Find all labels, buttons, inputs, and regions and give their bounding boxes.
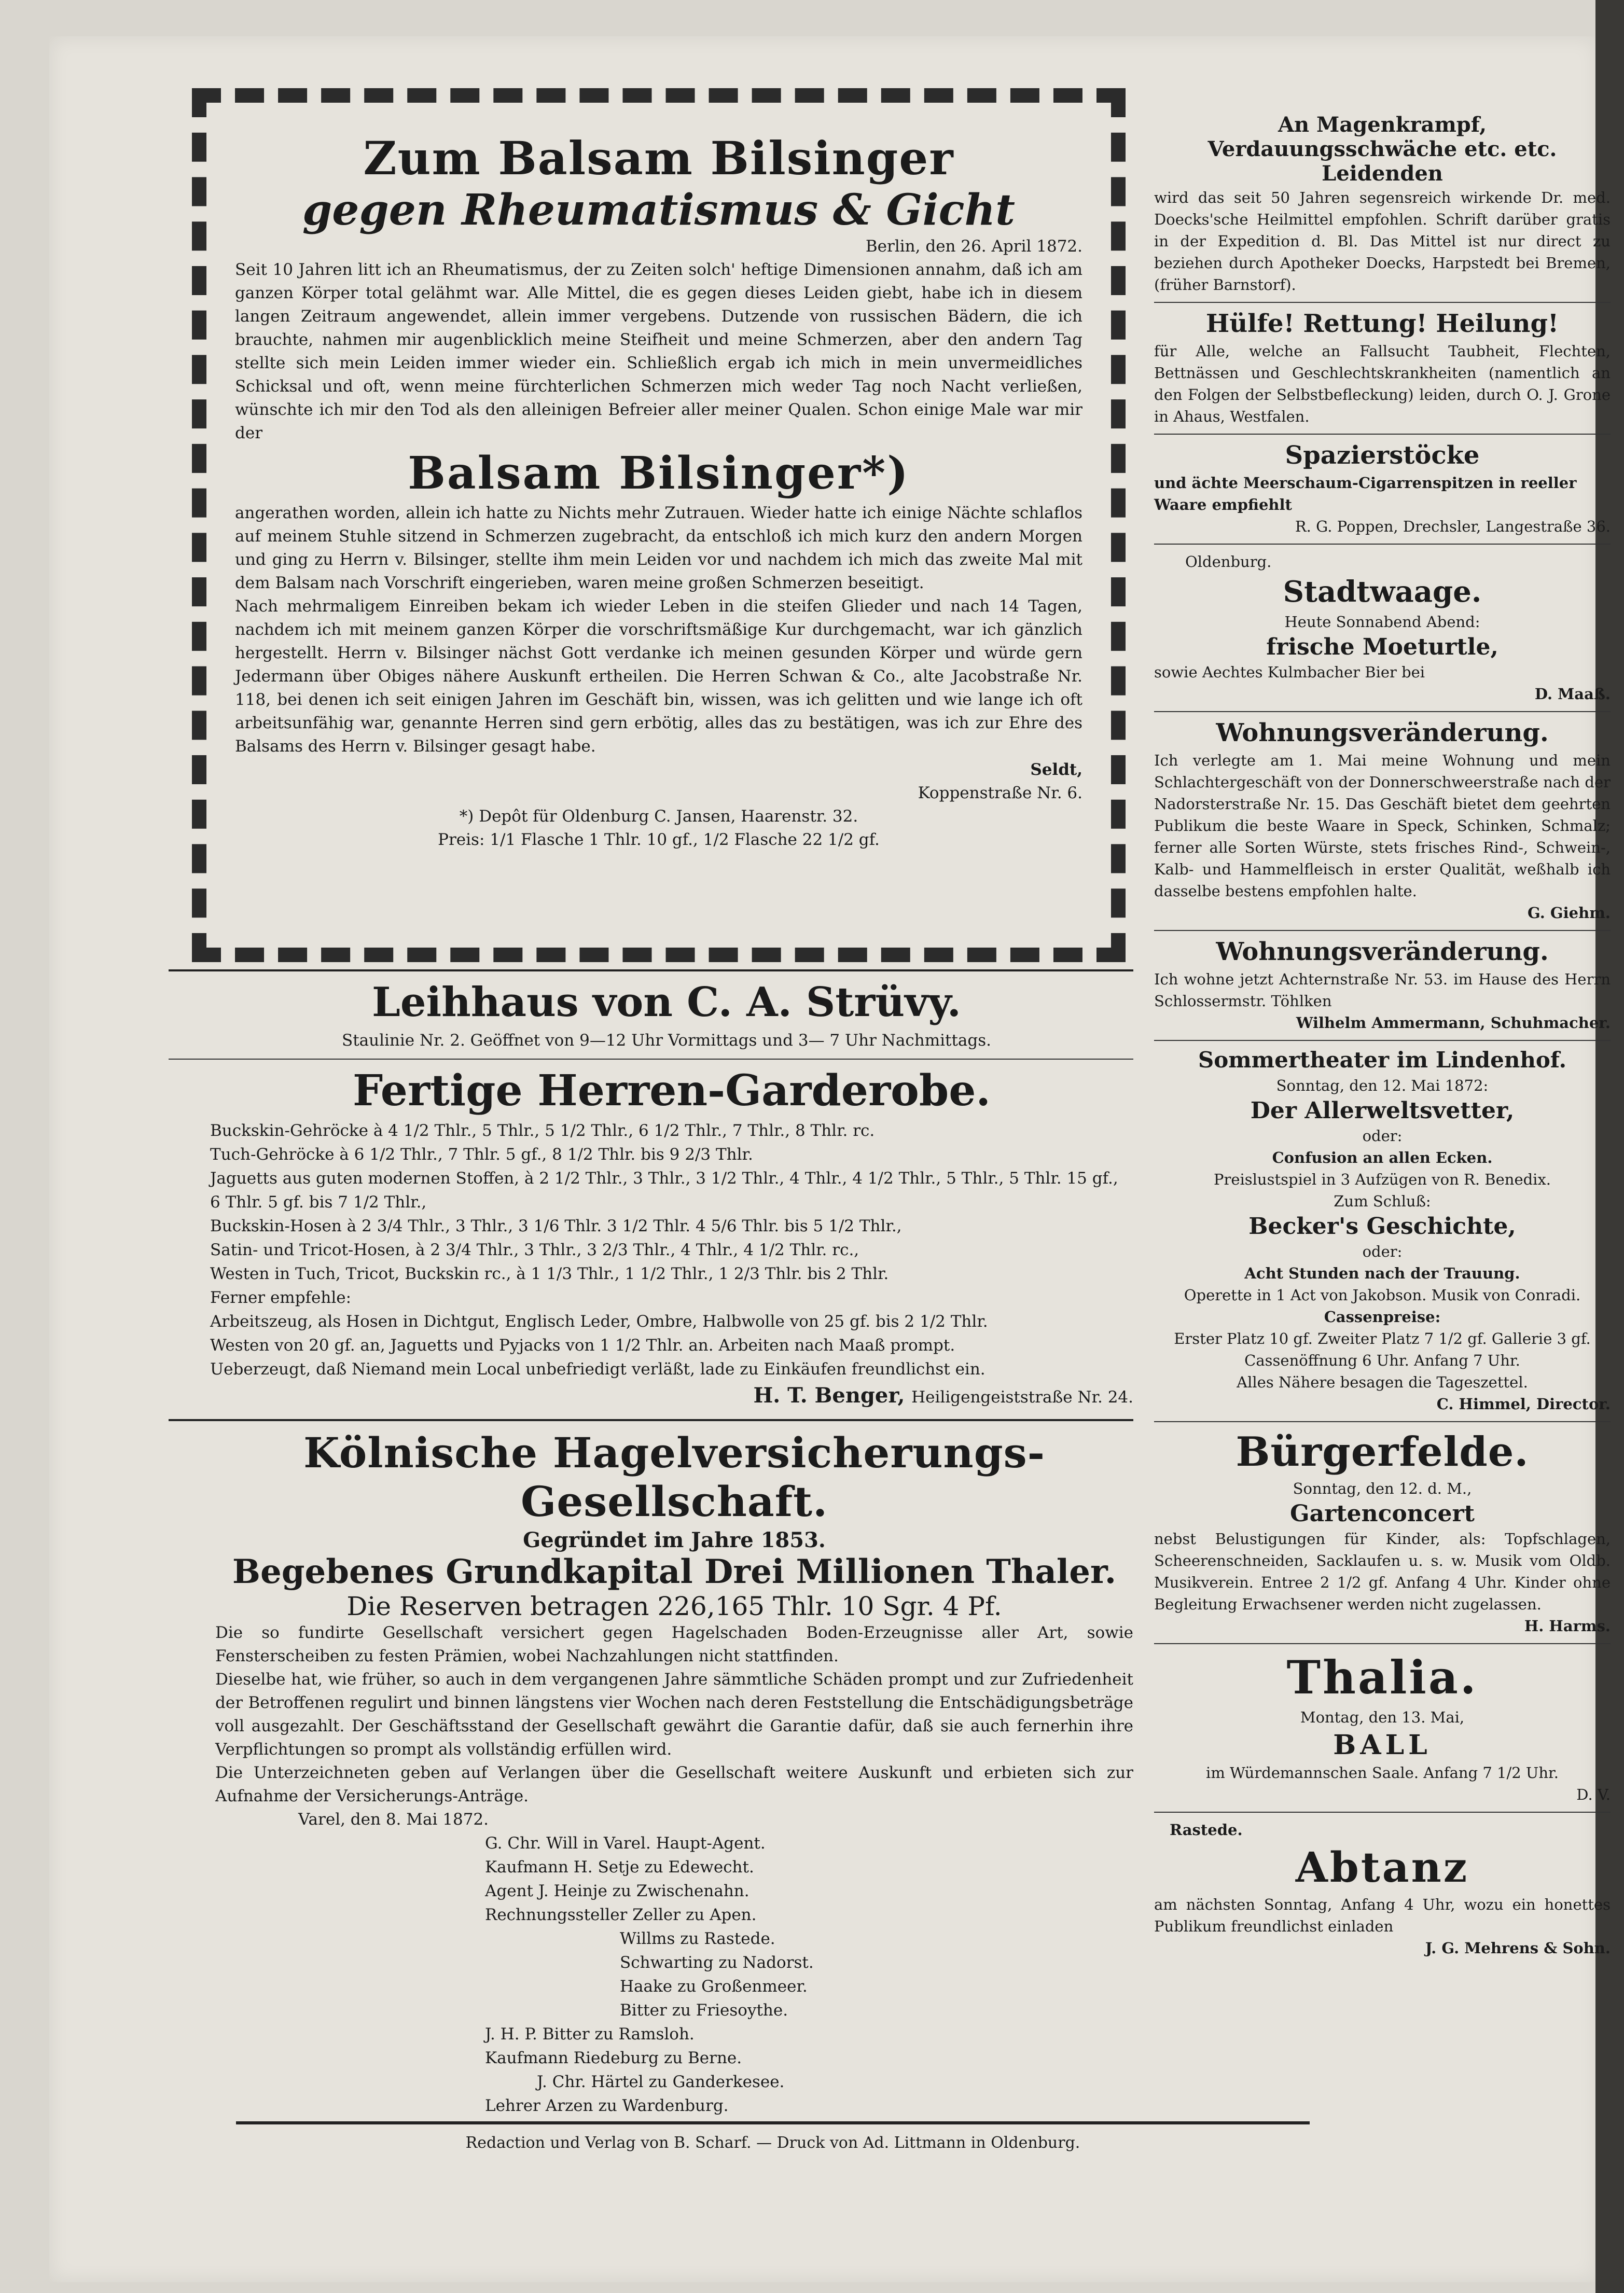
garderobe-title: Fertige Herren-Garderobe. <box>353 1066 991 1116</box>
agent-item: Rechnungssteller Zeller zu Apen. <box>485 1906 757 1924</box>
divider <box>1154 544 1611 545</box>
divider <box>1154 711 1611 712</box>
huelfe-text: für Alle, welche an Fallsucht Taubheit, Flechten, Bettnässen und Geschlechtskrankheiten (namentlich an den Folgen der Selbstbefleckung) leiden, durch O. J. Grone in Ahaus, Westfalen. <box>1154 342 1611 425</box>
magen-text: wird das seit 50 Jahren segensreich wirkende Dr. med. Doecks'sche Heilmittel empfohlen. Schrift darüber gratis in der Expedition d. Bl. Das Mittel ist nur direct zu beziehen durch Apotheker Doecks, Harpstedt bei Bremen, (früher Barnstorf). <box>1154 189 1611 294</box>
buerger-text: nebst Belustigungen für Kinder, als: Topfschlagen, Scheerenschneiden, Sacklaufen u. s. w. Musik vom Oldb. Musikverein. Entree 2 1/2 gf. Anfang 4 Uhr. Kinder ohne Begleitung Erwachsener werden nicht zugelassen. <box>1154 1530 1611 1613</box>
hagel-advertisement <box>169 1428 1133 2118</box>
spazier-signer: R. G. Poppen, Drechsler, Langestraße 36. <box>1295 518 1611 535</box>
rastede-signer: J. G. Mehrens & Sohn. <box>1425 1939 1611 1957</box>
sommer-title: Sommertheater im Lindenhof. <box>1198 1047 1567 1073</box>
sommer-oder-2: oder: <box>1362 1243 1403 1260</box>
garderobe-line: Ueberzeugt, daß Niemand mein Local unbefriedigt verläßt, lade zu Einkäufen freundlichst ein. <box>210 1360 985 1379</box>
divider <box>1154 434 1611 435</box>
divider <box>169 1419 1133 1421</box>
stadt-place: Oldenburg. <box>1185 553 1272 571</box>
garderobe-line: Arbeitszeug, als Hosen in Dichtgut, Englisch Leder, Ombre, Halbwolle von 25 gf. bis 2 1/2 Thlr. <box>210 1312 988 1331</box>
stadt-signer: D. Maaß. <box>1534 685 1611 703</box>
hagel-place-date: Varel, den 8. Mai 1872. <box>298 1810 489 1829</box>
hagel-paragraph-2: Dieselbe hat, wie früher, so auch in dem vergangenen Jahre sämmtliche Schäden prompt und zur Zufriedenheit der Betroffenen regulirt und binnen längstens vier Wochen nach deren Feststellung die Entschädigungsbeträge voll ausgezahlt. Der Geschäftsstand der Gesellschaft gewährt die Garantie dafür, daß sie auch fernerhin ihre Verpflichtungen so prompt als vollständig erfüllen wird. <box>215 1670 1133 1759</box>
spazier-text: und ächte Meerschaum-Cigarrenspitzen in reeller Waare empfiehlt <box>1154 474 1577 513</box>
garderobe-signer: H. T. Benger, <box>753 1383 905 1408</box>
divider <box>1154 930 1611 931</box>
stadt-line-1: Heute Sonnabend Abend: <box>1284 613 1480 631</box>
stadt-title: Stadtwaage. <box>1283 575 1482 609</box>
sommer-oder-1: oder: <box>1362 1127 1403 1145</box>
thalia-date: Montag, den 13. Mai, <box>1300 1708 1465 1726</box>
hagel-founded: Gegründet im Jahre 1853. <box>523 1528 826 1552</box>
agent-item: G. Chr. Will in Varel. Haupt-Agent. <box>485 1834 766 1853</box>
divider <box>169 969 1133 971</box>
imprint-footer: Redaction und Verlag von B. Scharf. — Druck von Ad. Littmann in Oldenburg. <box>236 2121 1310 2152</box>
sommer-play-1: Der Allerweltsvetter, <box>1250 1097 1515 1124</box>
agent-item: J. Chr. Härtel zu Ganderkesee. <box>537 2073 785 2091</box>
sommer-schluss: Zum Schluß: <box>1334 1192 1431 1210</box>
stadt-line-2: frische Moeturtle, <box>1266 634 1498 660</box>
agent-item: J. H. P. Bitter zu Ramsloh. <box>485 2025 695 2044</box>
divider <box>1154 1812 1611 1813</box>
leihhaus-hours: Staulinie Nr. 2. Geöffnet von 9—12 Uhr Vormittags und 3— 7 Uhr Nachmittags. <box>341 1031 992 1050</box>
sommer-play-2: Becker's Geschichte, <box>1248 1213 1516 1240</box>
garderobe-signer-row <box>210 1381 1133 1412</box>
thalia-event: BALL <box>1333 1729 1432 1761</box>
balsam-product-name: Balsam Bilsinger*) <box>408 447 910 499</box>
divider <box>1154 1643 1611 1644</box>
agent-item: Willms zu Rastede. <box>620 1929 775 1948</box>
sommer-sub-2: Acht Stunden nach der Trauung. <box>1244 1264 1520 1282</box>
balsam-paragraph-1: Seit 10 Jahren litt ich an Rheumatismus, der zu Zeiten solch' heftige Dimensionen annahm, daß ich am ganzen Körper total gelähmt war. Alle Mittel, die es gegen dieses Leiden giebt, habe ich in diesem langen Zeitraum angewendet, allein immer vergebens. Dutzende von russischen Bädern, die ich brauchte, nahmen mir augenblicklich meine Steifheit und meine Schmerzen, aber den andern Tag stellte sich mein Leiden immer wieder ein. Schließlich ergab ich mich in mein unvermeidliches Schicksal und oft, wenn meine fürchterlichen Schmerzen mich weder Tag noch Nacht verließen, wünschte ich mir den Tod als den alleinigen Befreier aller meiner Qualen. Schon einige Male war mir der <box>235 260 1082 442</box>
balsam-place-date: Berlin, den 26. April 1872. <box>865 237 1082 256</box>
divider <box>1154 302 1611 303</box>
leihhaus-advertisement <box>169 979 1133 1052</box>
agent-item: Bitter zu Friesoythe. <box>620 2001 788 2020</box>
hagel-agent-list <box>215 1831 1133 2118</box>
sommer-sub-1: Confusion an allen Ecken. <box>1272 1149 1493 1166</box>
balsam-paragraph-3: Nach mehrmaligem Einreiben bekam ich wieder Leben in die steifen Glieder und nach 14 Tagen, nachdem ich mit meinem ganzen Körper die vorschriftsmäßige Kur durchgemacht, war ich gänzlich hergestellt. Herrn v. Bilsinger nächst Gott verdanke ich meinen gesunden Körper und würde gern Jedermann über Obiges nähere Auskunft ertheilen. Die Herren Schwan & Co., alte Jacobstraße Nr. 118, bei denen ich seit einigen Jahren im Geschäft bin, wissen, was ich gelitten und wie lange ich oft arbeitsunfähig war, genannte Herren sind gern erbötig, alles das zu bestätigen, was ich zur Ehre des Balsams des Herrn v. Bilsinger gesagt habe. <box>235 597 1082 756</box>
agent-item: Lehrer Arzen zu Wardenburg. <box>485 2096 729 2115</box>
balsam-subtitle: gegen Rheumatismus & Gicht <box>302 185 1016 235</box>
stadt-line-3: sowie Aechtes Kulmbacher Bier bei <box>1154 663 1425 681</box>
sommer-kasse: Cassenpreise: <box>1324 1308 1441 1326</box>
sommer-more: Alles Nähere besagen die Tageszettel. <box>1237 1373 1528 1391</box>
sommer-desc-2: Operette in 1 Act von Jakobson. Musik von Conradi. <box>1184 1286 1581 1304</box>
buerger-signer: H. Harms. <box>1524 1617 1611 1635</box>
agent-item: Haake zu Großenmeer. <box>620 1977 808 1996</box>
garderobe-line: Satin- und Tricot-Hosen, à 2 3/4 Thlr., 3 Thlr., 3 2/3 Thlr., 4 Thlr., 4 1/2 Thlr. rc., <box>210 1241 859 1259</box>
sommer-signer: C. Himmel, Director. <box>1436 1395 1611 1413</box>
balsam-signer: Seldt, <box>1030 760 1082 779</box>
hagel-reserves: Die Reserven betragen 226,165 Thlr. 10 Sgr. 4 Pf. <box>346 1591 1002 1621</box>
divider <box>1154 1040 1611 1041</box>
wohnung-1-title: Wohnungsveränderung. <box>1216 718 1549 747</box>
huelfe-title: Hülfe! Rettung! Heilung! <box>1205 309 1559 338</box>
agent-item: Kaufmann H. Setje zu Edewecht. <box>485 1858 754 1877</box>
buerger-event: Gartenconcert <box>1290 1500 1475 1527</box>
garderobe-signer-address: Heiligengeiststraße Nr. 24. <box>911 1388 1133 1407</box>
balsam-title: Zum Balsam Bilsinger <box>363 131 954 185</box>
garderobe-line: Westen von 20 gf. an, Jaguetts und Pyjacks von 1 1/2 Thlr. an. Arbeiten nach Maaß prompt. <box>210 1336 955 1355</box>
agent-item: Kaufmann Riedeburg zu Berne. <box>485 2049 742 2067</box>
divider <box>1154 1421 1611 1422</box>
garderobe-line: Westen in Tuch, Tricot, Buckskin rc., à 1 1/3 Thlr., 1 1/2 Thlr., 1 2/3 Thlr. bis 2 Thlr. <box>210 1264 889 1283</box>
buerger-date: Sonntag, den 12. d. M., <box>1293 1480 1472 1497</box>
garderobe-advertisement <box>169 1066 1133 1412</box>
spazier-title: Spazierstöcke <box>1285 441 1480 470</box>
balsam-advertisement <box>192 88 1126 962</box>
thalia-title: Thalia. <box>1286 1650 1478 1704</box>
left-column <box>169 88 1133 2118</box>
hagel-paragraph-1: Die so fundirte Gesellschaft versichert gegen Hagelschaden Boden-Erzeugnisse aller Art, sowie Fensterscheiben zu festen Prämien, wobei Nachzahlungen nicht stattfinden. <box>215 1623 1133 1665</box>
rastede-place: Rastede. <box>1170 1821 1243 1839</box>
hagel-capital: Begebenes Grundkapital Drei Millionen Thaler. <box>232 1552 1117 1591</box>
balsam-paragraph-2: angerathen worden, allein ich hatte zu Nichts mehr Zutrauen. Wieder hatte ich einige Nächte schlaflos auf meinem Stuhle sitzend in Schmerzen zugebracht, da entschloß ich mich kurz den andern Morgen und ging zu Herrn v. Bilsinger, stellte ihm mein Leiden vor und nachdem ich mich das zweite Mal mit dem Balsam nach Vorschrift eingerieben, waren meine großen Schmerzen beseitigt. <box>235 504 1082 592</box>
wohnung-2-signer: Wilhelm Ammermann, Schuhmacher. <box>1296 1014 1611 1032</box>
divider <box>169 1059 1133 1060</box>
buerger-title: Bürgerfelde. <box>1236 1428 1529 1476</box>
magen-title: An Magenkrampf, Verdauungsschwäche etc. etc. Leidenden <box>1207 113 1557 186</box>
garderobe-line: Jaguetts aus guten modernen Stoffen, à 2 1/2 Thlr., 3 Thlr., 3 1/2 Thlr., 4 Thlr., 4 1/2 Thlr., 5 Thlr., 5 Thlr. 15 gf., 6 Thlr. 5 gf. bis 7 1/2 Thlr., <box>210 1169 1118 1212</box>
wohnung-2-text: Ich wohne jetzt Achternstraße Nr. 53. im Hause des Herrn Schlossermstr. Töhlken <box>1154 970 1611 1010</box>
sommer-prices: Erster Platz 10 gf. Zweiter Platz 7 1/2 gf. Gallerie 3 gf. Cassenöffnung 6 Uhr. Anfang 7 Uhr. <box>1174 1330 1591 1369</box>
rastede-title: Abtanz <box>1295 1843 1469 1892</box>
balsam-depot: *) Depôt für Oldenburg C. Jansen, Haarenstr. 32. <box>459 807 858 826</box>
wohnung-2-title: Wohnungsveränderung. <box>1216 937 1549 966</box>
agent-item: Agent J. Heinje zu Zwischenahn. <box>485 1882 749 1900</box>
rastede-text: am nächsten Sonntag, Anfang 4 Uhr, wozu ein honettes Publikum freundlichst einladen <box>1154 1896 1611 1935</box>
garderobe-line: Tuch-Gehröcke à 6 1/2 Thlr., 7 Thlr. 5 gf., 8 1/2 Thlr. bis 9 2/3 Thlr. <box>210 1145 753 1164</box>
sommer-date: Sonntag, den 12. Mai 1872: <box>1276 1077 1489 1094</box>
hagel-title: Kölnische Hagelversicherungs-Gesellschaft. <box>303 1428 1045 1526</box>
garderobe-line: Buckskin-Hosen à 2 3/4 Thlr., 3 Thlr., 3 1/6 Thlr. 3 1/2 Thlr. 4 5/6 Thlr. bis 5 1/2 Thlr., <box>210 1217 902 1235</box>
right-column <box>1154 112 1611 1959</box>
thalia-signer: D. V. <box>1576 1786 1611 1803</box>
balsam-price: Preis: 1/1 Flasche 1 Thlr. 10 gf., 1/2 Flasche 22 1/2 gf. <box>438 830 880 849</box>
balsam-signer-address: Koppenstraße Nr. 6. <box>918 784 1082 802</box>
leihhaus-title: Leihhaus von C. A. Strüvy. <box>372 979 961 1026</box>
thalia-text: im Würdemannschen Saale. Anfang 7 1/2 Uhr. <box>1206 1764 1559 1782</box>
wohnung-1-signer: G. Giehm. <box>1527 904 1611 922</box>
garderobe-ferner: Ferner empfehle: <box>210 1288 352 1307</box>
sommer-desc-1: Preislustspiel in 3 Aufzügen von R. Benedix. <box>1213 1171 1551 1188</box>
garderobe-line: Buckskin-Gehröcke à 4 1/2 Thlr., 5 Thlr., 5 1/2 Thlr., 6 1/2 Thlr., 7 Thlr., 8 Thlr. rc. <box>210 1121 875 1140</box>
agent-item: Schwarting zu Nadorst. <box>620 1953 814 1972</box>
hagel-paragraph-3: Die Unterzeichneten geben auf Verlangen über die Gesellschaft weitere Auskunft und erbieten sich zur Aufnahme der Versicherungs-Anträge. <box>215 1763 1133 1805</box>
wohnung-1-text: Ich verlegte am 1. Mai meine Wohnung und mein Schlachtergeschäft von der Donnerschweerstraße nach der Nadorsterstraße Nr. 15. Das Geschäft bietet dem geehrten Publikum die beste Waare in Speck, Schinken, Schmalz; ferner alle Sorten Würste, stets frisches Rind-, Schwein-, Kalb- und Hammelfleisch in erster Qualität, weßhalb ich dasselbe bestens empfohlen halte. <box>1154 752 1611 900</box>
